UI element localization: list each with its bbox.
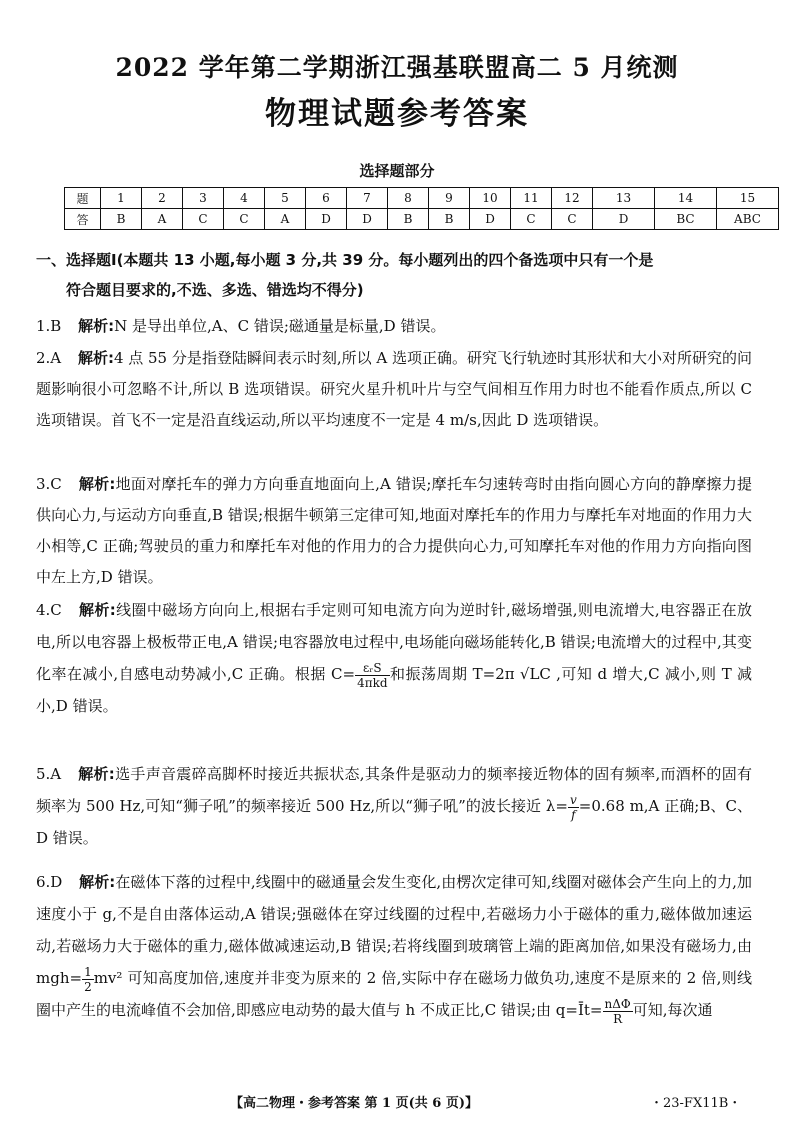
answer-item-1 <box>36 311 752 342</box>
half-fraction <box>82 965 94 994</box>
answer-head: 3.C <box>36 475 62 493</box>
fraction-numerator: εᵣS <box>355 661 389 676</box>
analysis-text: 和振荡周期 T=2π √LC ,可知 d 增大,C 减小,则 T 减小,D 错误。 <box>36 665 752 715</box>
analysis-label: 解析: <box>78 765 115 783</box>
part-intro <box>36 245 752 305</box>
fraction-numerator: v <box>570 792 577 807</box>
answer-head: 5.A <box>36 765 62 783</box>
analysis-label: 解析: <box>77 349 114 367</box>
table-cell: 1 <box>101 188 142 209</box>
table-cell: C <box>183 209 224 230</box>
part-intro-line2: 符合题目要求的,不选、多选、错选均不得分) <box>66 281 364 299</box>
section-title: 选择题部分 <box>359 162 435 180</box>
exam-title: 2022 学年第二学期浙江强基联盟高二 5 月统测 <box>115 53 679 82</box>
answer-item-4 <box>36 594 752 722</box>
table-cell: 5 <box>265 188 306 209</box>
answer-head: 2.A <box>36 349 62 367</box>
analysis-text: mv² 可知高度加倍,速度并非变为原来的 2 倍,实际中存在磁场力做负功,速度不是原来的 2 倍,则线圈中产生的电流峰值不会加倍,即感应电动势的最大值与 h 不成正比,C 错误;由 q=Īt= <box>36 969 752 1019</box>
table-cell: 6 <box>306 188 347 209</box>
table-cell: D <box>470 209 511 230</box>
fraction-denominator: R <box>613 1011 623 1026</box>
table-cell: 15 <box>717 188 779 209</box>
analysis-label: 解析: <box>78 317 115 335</box>
fraction-denominator: f <box>571 807 576 822</box>
table-cell: 14 <box>655 188 717 209</box>
table-cell: A <box>142 209 183 230</box>
table-cell: 11 <box>511 188 552 209</box>
analysis-label: 解析: <box>78 601 116 619</box>
capacitance-fraction <box>355 661 389 690</box>
analysis-text: 地面对摩托车的弹力方向垂直地面向上,A 错误;摩托车匀速转弯时由指向圆心方向的静摩擦力提供向心力,与运动方向垂直,B 错误;根据牛顿第三定律可知,地面对摩托车的作用力与摩托车对地面的作用力大小相等,C 正确;驾驶员的重力和摩托车对他的作用力的合力提供向心力,可知摩托车对他的作用力方向指向图中左上方,D 错误。 <box>36 475 753 586</box>
analysis-label: 解析: <box>79 873 116 891</box>
analysis-text: 在磁体下落的过程中,线圈中的磁通量会发生变化,由楞次定律可知,线圈对磁体会产生向上的力,加速度小于 g,不是自由落体运动,A 错误;强磁体在穿过线圈的过程中,若磁场力小于磁体的重力,磁体做加速运动,若磁场力大于磁体的重力,磁体做减速运动,B 错误;若将线圈到玻璃管上端的距离加倍,如果没有磁场力,由 mgh= <box>36 873 752 987</box>
table-cell: C <box>224 209 265 230</box>
document-code: ・23-FX11B・ <box>650 1096 742 1111</box>
analysis-text: N 是导出单位,A、C 错误;磁通量是标量,D 错误。 <box>114 317 446 335</box>
table-cell: 8 <box>388 188 429 209</box>
page-footer: 【高二物理・参考答案 第 1 页(共 6 页)】 <box>230 1096 479 1111</box>
wavelength-fraction <box>568 793 579 822</box>
answer-item-5 <box>36 758 752 854</box>
answer-row <box>65 209 779 230</box>
table-cell: 2 <box>142 188 183 209</box>
fraction-numerator: 1 <box>84 964 92 979</box>
table-cell: B <box>388 209 429 230</box>
row-label: 题 <box>65 188 101 209</box>
answer-head: 6.D <box>36 873 63 891</box>
table-cell: ABC <box>717 209 779 230</box>
table-cell: D <box>593 209 655 230</box>
table-cell: 10 <box>470 188 511 209</box>
table-cell: C <box>552 209 593 230</box>
table-cell: BC <box>655 209 717 230</box>
answer-head: 4.C <box>36 601 62 619</box>
charge-fraction <box>603 997 633 1026</box>
answer-item-2 <box>36 343 752 436</box>
table-cell: D <box>347 209 388 230</box>
answer-item-6 <box>36 866 752 1026</box>
answer-head: 1.B <box>36 317 62 335</box>
part-intro-line1: 一、选择题Ⅰ(本题共 13 小题,每小题 3 分,共 39 分。每小题列出的四个备选项中只有一个是 <box>36 251 654 269</box>
analysis-text: =0.68 m,A 正确;B、C、D 错误。 <box>36 797 752 847</box>
fraction-numerator: nΔΦ <box>604 996 631 1011</box>
analysis-text: 选手声音震碎高脚杯时接近共振状态,其条件是驱动力的频率接近物体的固有频率,而酒杯的固有频率为 500 Hz,可知“狮子吼”的频率接近 500 Hz,所以“狮子吼”的波长接近 λ= <box>36 765 752 815</box>
table-cell: C <box>511 209 552 230</box>
fraction-denominator: 2 <box>84 979 92 994</box>
table-cell: 3 <box>183 188 224 209</box>
table-cell: 12 <box>552 188 593 209</box>
table-cell: 4 <box>224 188 265 209</box>
question-number-row <box>65 188 779 209</box>
answer-table <box>64 187 779 230</box>
fraction-denominator: 4πkd <box>357 675 388 690</box>
table-cell: B <box>101 209 142 230</box>
document-title: 物理试题参考答案 <box>265 96 529 132</box>
table-cell: 7 <box>347 188 388 209</box>
row-label: 答 <box>65 209 101 230</box>
analysis-label: 解析: <box>78 475 116 493</box>
analysis-text: 4 点 55 分是指登陆瞬间表示时刻,所以 A 选项正确。研究飞行轨迹时其形状和大小对所研究的问题影响很小可忽略不计,所以 B 选项错误。研究火星升机叶片与空气间相互作用力时也不能看作质点,所以 C 选项错误。首飞不一定是沿直线运动,所以平均速度不一定是 4 m/s,因此 D 选项错误。 <box>36 349 753 429</box>
analysis-text: 线圈中磁场方向向上,根据右手定则可知电流方向为逆时针,磁场增强,则电流增大,电容器正在放电,所以电容器上极板带正电,A 错误;电容器放电过程中,电场能向磁场能转化,B 错误;电流增大的过程中,其变化率在减小,自感电动势减小,C 正确。根据 C= <box>36 601 752 683</box>
table-cell: 9 <box>429 188 470 209</box>
table-cell: D <box>306 209 347 230</box>
table-cell: B <box>429 209 470 230</box>
table-cell: A <box>265 209 306 230</box>
analysis-text: 可知,每次通 <box>632 1001 713 1019</box>
answer-item-3 <box>36 469 752 593</box>
table-cell: 13 <box>593 188 655 209</box>
